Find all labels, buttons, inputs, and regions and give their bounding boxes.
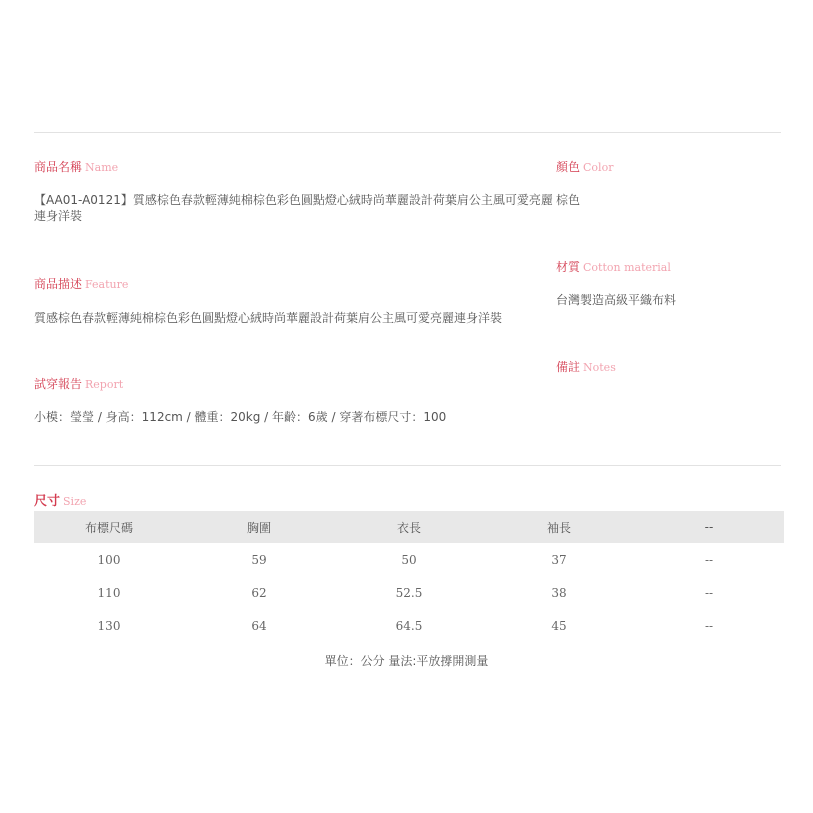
feature-label-en: Feature [85, 278, 129, 291]
color-value: 棕色 [556, 193, 581, 207]
report-value: 小模：瑩瑩 / 身高：112cm / 體重：20kg / 年齡：6歲 / 穿著布標尺寸：100 [34, 410, 447, 424]
report-label: 試穿報告 [34, 377, 83, 391]
measurement-note: 單位：公分 量法:平放撐開測量 [324, 654, 489, 668]
product-name: 【AA01-A0121】質感棕色春款輕薄純棉棕色彩色圓點燈心絨時尚華麗設計荷葉肩公主風可愛亮麗連身洋裝 [34, 193, 553, 223]
table-cell: 64 [251, 618, 267, 633]
color-label: 顏色 [556, 160, 581, 174]
table-row [34, 543, 784, 576]
size-header-cell: 袖長 [484, 511, 634, 543]
size-header-cell: -- [634, 511, 784, 543]
table-cell: 59 [251, 552, 267, 567]
table-cell: -- [704, 552, 714, 567]
report-label-en: Report [85, 378, 124, 391]
name-heading [34, 160, 118, 175]
material-label: 材質 [556, 260, 581, 274]
table-cell: 100 [97, 552, 121, 567]
feature-value: 質感棕色春款輕薄純棉棕色彩色圓點燈心絨時尚華麗設計荷葉肩公主風可愛亮麗連身洋裝 [34, 311, 503, 325]
name-label: 商品名稱 [34, 160, 83, 174]
table-cell: 62 [251, 585, 267, 600]
material-heading [556, 260, 671, 275]
table-cell: 50 [401, 552, 417, 567]
table-cell: 64.5 [395, 618, 423, 633]
size-table-header-row [34, 511, 784, 543]
size-label-en: Size [63, 495, 87, 508]
notes-heading [556, 360, 616, 375]
report-heading [34, 377, 123, 392]
table-row [34, 609, 784, 642]
notes-label-en: Notes [583, 361, 616, 374]
size-header-cell: 胸圍 [184, 511, 334, 543]
middle-divider [34, 465, 781, 466]
table-cell: 110 [97, 585, 121, 600]
notes-label: 備註 [556, 360, 581, 374]
color-heading [556, 160, 613, 175]
material-value: 台灣製造高級平織布料 [556, 293, 677, 307]
material-label-en: Cotton material [583, 261, 671, 274]
size-table [34, 511, 784, 642]
size-heading [34, 494, 86, 509]
feature-label: 商品描述 [34, 277, 83, 291]
color-label-en: Color [583, 161, 614, 174]
size-header-cell: 衣長 [334, 511, 484, 543]
table-cell: 38 [551, 585, 567, 600]
size-label: 尺寸 [34, 494, 61, 509]
size-header-cell: 布標尺碼 [34, 511, 184, 543]
table-cell: -- [704, 618, 714, 633]
table-cell: 130 [97, 618, 121, 633]
top-divider [34, 132, 781, 133]
name-label-en: Name [85, 161, 119, 174]
table-cell: -- [704, 585, 714, 600]
table-cell: 37 [551, 552, 567, 567]
table-cell: 52.5 [395, 585, 423, 600]
table-row [34, 576, 784, 609]
table-cell: 45 [551, 618, 567, 633]
feature-heading [34, 277, 128, 292]
